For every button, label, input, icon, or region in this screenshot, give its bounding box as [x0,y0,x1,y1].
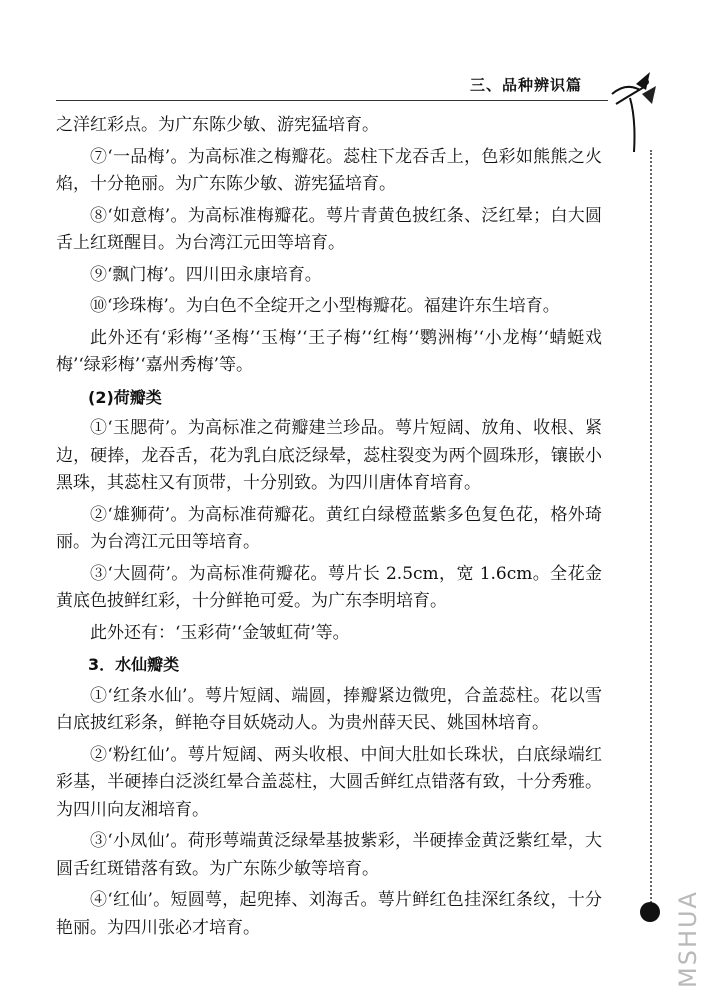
dotted-margin-line [650,150,652,910]
paragraph: ⑩‘珍珠梅’。为白色不全绽开之小型梅瓣花。福建许东生培育。 [90,296,560,316]
paragraph: ⑨‘飘门梅’。四川田永康培育。 [90,264,322,285]
paragraph: ④‘红仙’。短圆萼，起兜捧、刘海舌。萼片鲜红色挂深红条纹，十分艳丽。为四川张必才培育。 [56,890,602,938]
paragraph: ②‘粉红仙’。萼片短阔、两头收根、中间大肚如长珠状，白底绿端红彩基，半硬捧白泛淡红晕合盖蕊柱，大圆舌鲜红点错落有致，十分秀雅。为四川向友湘培育。 [56,744,602,820]
paragraph: ③‘大圆荷’。为高标准荷瓣花。萼片长 2.5cm，宽 1.6cm。全花金黄底色披鲜红彩，十分鲜艳可爱。为广东李明培育。 [56,563,602,611]
watermark [672,880,702,990]
paragraph: ⑦‘一品梅’。为高标准之梅瓣花。蕊柱下龙吞舌上，色彩如熊熊之火焰，十分艳丽。为广东陈少敏、游宪猛培育。 [56,146,602,194]
page-number-badge [640,902,660,922]
paragraph: ⑧‘如意梅’。为高标准梅瓣花。萼片青黄色披红条、泛红晕；白大圆舌上红斑醒目。为台湾江元田等培育。 [56,205,602,253]
header-rule [56,100,608,101]
section-heading: 3．水仙瓣类 [88,655,180,674]
paragraph: 此外还有：‘玉彩荷’‘金皱虹荷’等。 [90,622,350,643]
paragraph: 此外还有‘彩梅’‘圣梅’‘玉梅’‘王子梅’‘红梅’‘鹦洲梅’‘小龙梅’‘蜻蜓戏梅’‘绿彩梅’‘嘉州秀梅’等。 [56,327,602,375]
paragraph: ①‘红条水仙’。萼片短阔、端圆，捧瓣紧边微兜，合盖蕊柱。花以雪白底披红彩条，鲜艳夺目妖娆动人。为贵州薛天民、姚国林培育。 [56,685,602,733]
paragraph: ①‘玉腮荷’。为高标准之荷瓣建兰珍品。萼片短阔、放角、收根、紧边，硬捧，龙吞舌，花为乳白底泛绿晕，蕊柱裂变为两个圆珠形，镶嵌小黑珠，其蕊柱又有顶带，十分别致。为四川唐体育培育。 [56,418,602,493]
paragraph: ②‘雄狮荷’。为高标准荷瓣花。黄红白绿橙蓝紫多色复色花，格外琦丽。为台湾江元田等培育。 [56,504,602,552]
orchid-sketch-icon [606,64,666,154]
watermark-text: MSHUA [674,890,702,988]
running-header: 三、品种辨识篇 [470,76,583,94]
paragraph: ③‘小凤仙’。荷形萼端黄泛绿晕基披紫彩，半硬捧金黄泛紫红晕，大圆舌红斑错落有致。为广东陈少敏等培育。 [56,831,602,879]
section-heading: (2)荷瓣类 [88,387,162,407]
page-body [56,112,602,946]
paragraph: 之洋红彩点。为广东陈少敏、游宪猛培育。 [56,115,379,135]
